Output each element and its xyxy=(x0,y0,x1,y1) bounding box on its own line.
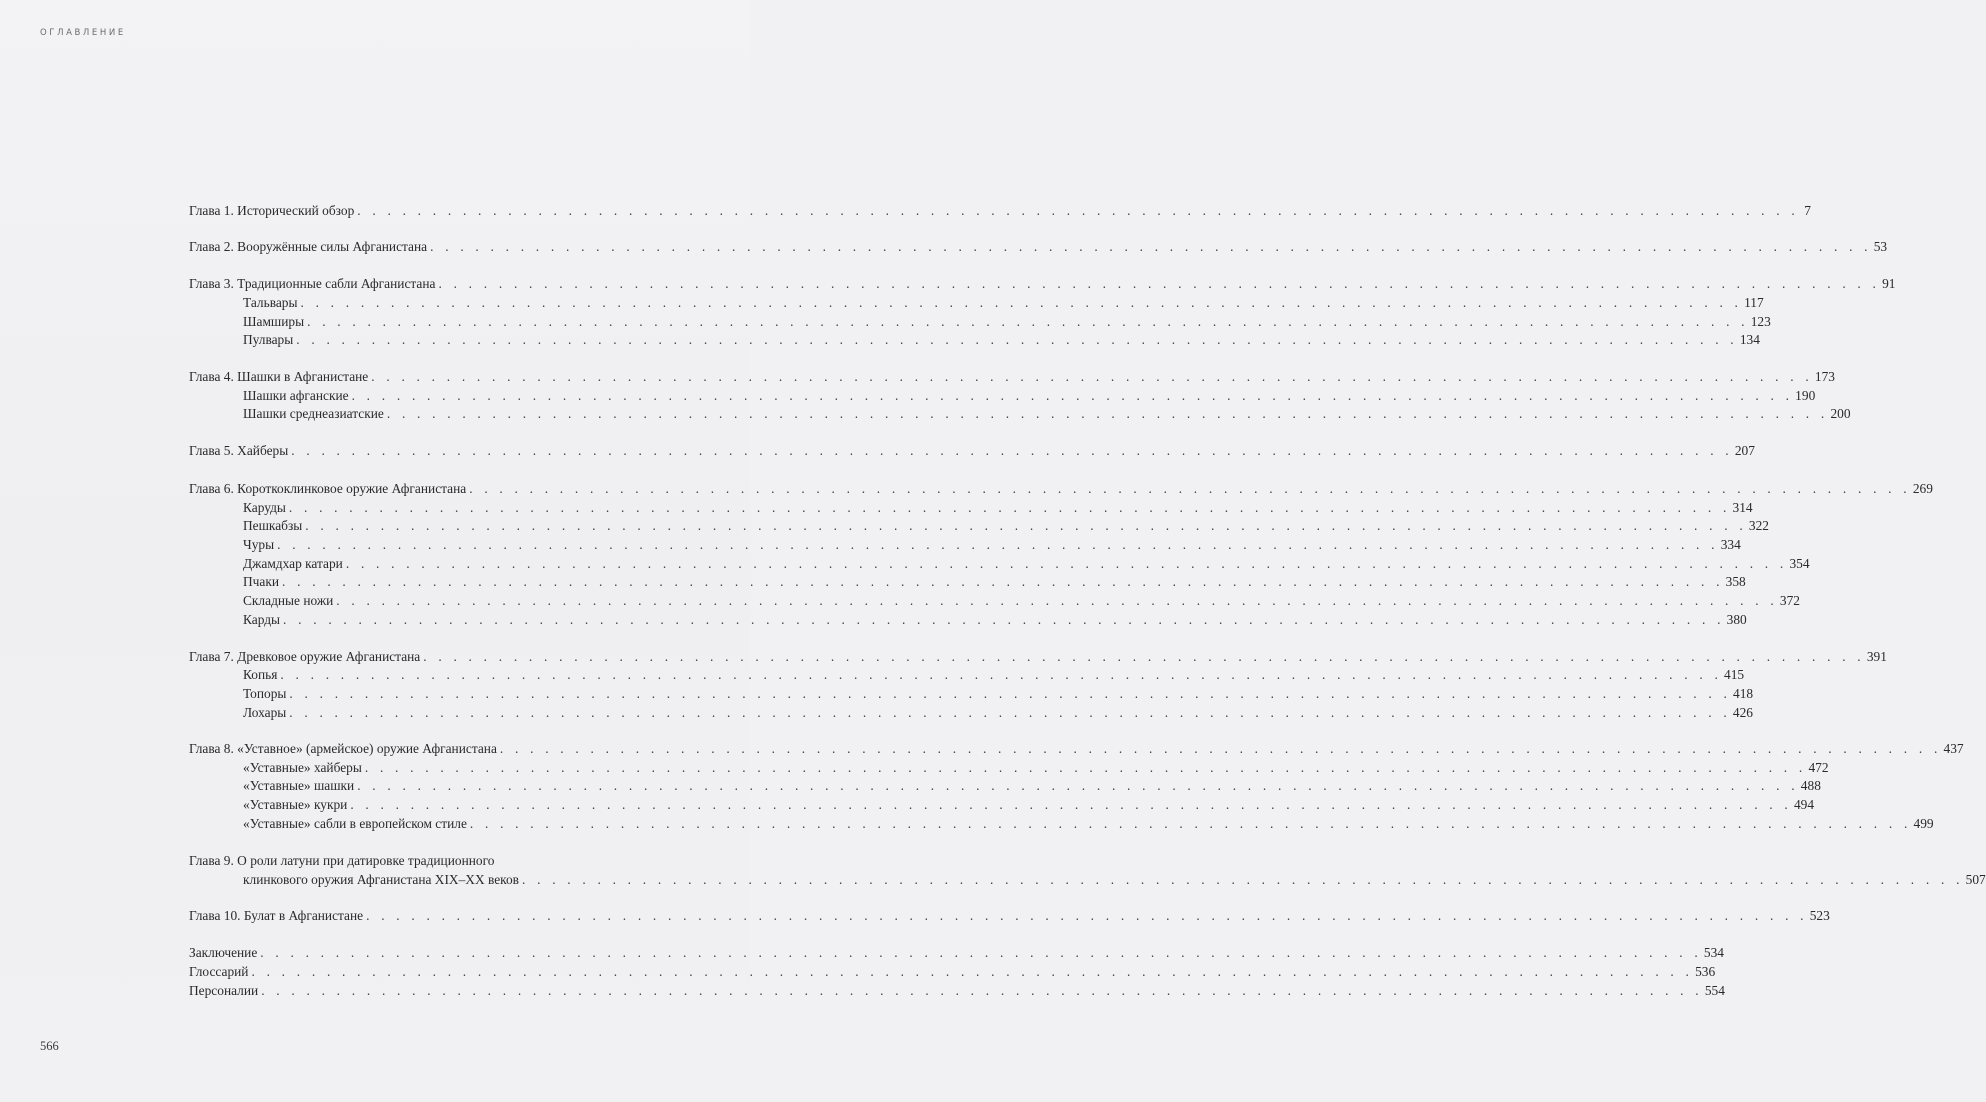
toc-entry-section[interactable]: Пулвары . . . . . . . . . . . . . . . . . . . . . . . . . . . . . . . . . . . . . . . . . . . . . . . . . . . . . . . . . . . . . . . . . . . . . . . . . . . . . . . . . . . . . . . . . . . . . . . . 134 xyxy=(243,332,1760,347)
toc-entry-chapter-5[interactable]: Глава 5. Хайберы . . . . . . . . . . . . . . . . . . . . . . . . . . . . . . . . . . . . . . . . . . . . . . . . . . . . . . . . . . . . . . . . . . . . . . . . . . . . . . . . . . . . . . . . . . . . . . . . 207 xyxy=(189,443,1755,458)
toc-entry-chapter-9[interactable]: клинкового оружия Афганистана XIX–XX веков . . . . . . . . . . . . . . . . . . . . . . . . . . . . . . . . . . . . . . . . . . . . . . . . . . . . . . . . . . . . . . . . . . . . . . . . . . . . . . . . . . . . . . . . . . . . . . . . 507 xyxy=(243,872,1986,887)
toc-entry-chapter-9-line1[interactable]: Глава 9. О роли латуни при датировке традиционного xyxy=(189,853,495,868)
toc-entry-section[interactable]: Тальвары . . . . . . . . . . . . . . . . . . . . . . . . . . . . . . . . . . . . . . . . . . . . . . . . . . . . . . . . . . . . . . . . . . . . . . . . . . . . . . . . . . . . . . . . . . . . . . . . 117 xyxy=(243,295,1764,310)
toc-entry-personalia[interactable]: Персоналии . . . . . . . . . . . . . . . . . . . . . . . . . . . . . . . . . . . . . . . . . . . . . . . . . . . . . . . . . . . . . . . . . . . . . . . . . . . . . . . . . . . . . . . . . . . . . . . . 554 xyxy=(189,983,1725,998)
toc-entry-section[interactable]: Шашки среднеазиатские . . . . . . . . . . . . . . . . . . . . . . . . . . . . . . . . . . . . . . . . . . . . . . . . . . . . . . . . . . . . . . . . . . . . . . . . . . . . . . . . . . . . . . . . . . . . . . . . 200 xyxy=(243,406,1851,421)
toc-entry-section[interactable]: «Уставные» шашки . . . . . . . . . . . . . . . . . . . . . . . . . . . . . . . . . . . . . . . . . . . . . . . . . . . . . . . . . . . . . . . . . . . . . . . . . . . . . . . . . . . . . . . . . . . . . . . . 488 xyxy=(243,778,1821,793)
toc-entry-section[interactable]: «Уставные» сабли в европейском стиле . . . . . . . . . . . . . . . . . . . . . . . . . . . . . . . . . . . . . . . . . . . . . . . . . . . . . . . . . . . . . . . . . . . . . . . . . . . . . . . . . . . . . . . . . . . . . . . . 499 xyxy=(243,816,1934,831)
toc-entry-section[interactable]: Джамдхар катари . . . . . . . . . . . . . . . . . . . . . . . . . . . . . . . . . . . . . . . . . . . . . . . . . . . . . . . . . . . . . . . . . . . . . . . . . . . . . . . . . . . . . . . . . . . . . . . . 354 xyxy=(243,556,1810,571)
toc-entry-section[interactable]: «Уставные» хайберы . . . . . . . . . . . . . . . . . . . . . . . . . . . . . . . . . . . . . . . . . . . . . . . . . . . . . . . . . . . . . . . . . . . . . . . . . . . . . . . . . . . . . . . . . . . . . . . . 472 xyxy=(243,760,1829,775)
toc-entry-glossary[interactable]: Глоссарий . . . . . . . . . . . . . . . . . . . . . . . . . . . . . . . . . . . . . . . . . . . . . . . . . . . . . . . . . . . . . . . . . . . . . . . . . . . . . . . . . . . . . . . . . . . . . . . . 536 xyxy=(189,964,1716,979)
toc-entry-conclusion[interactable]: Заключение . . . . . . . . . . . . . . . . . . . . . . . . . . . . . . . . . . . . . . . . . . . . . . . . . . . . . . . . . . . . . . . . . . . . . . . . . . . . . . . . . . . . . . . . . . . . . . . . 534 xyxy=(189,945,1724,960)
toc-entry-chapter-2[interactable]: Глава 2. Вооружённые силы Афганистана . . . . . . . . . . . . . . . . . . . . . . . . . . . . . . . . . . . . . . . . . . . . . . . . . . . . . . . . . . . . . . . . . . . . . . . . . . . . . . . . . . . . . . . . . . . . . . . . 53 xyxy=(189,239,1888,254)
toc-entry-chapter-7[interactable]: Глава 7. Древковое оружие Афганистана . . . . . . . . . . . . . . . . . . . . . . . . . . . . . . . . . . . . . . . . . . . . . . . . . . . . . . . . . . . . . . . . . . . . . . . . . . . . . . . . . . . . . . . . . . . . . . . . 391 xyxy=(189,649,1887,664)
toc-entry-section[interactable]: Лохары . . . . . . . . . . . . . . . . . . . . . . . . . . . . . . . . . . . . . . . . . . . . . . . . . . . . . . . . . . . . . . . . . . . . . . . . . . . . . . . . . . . . . . . . . . . . . . . . 426 xyxy=(243,705,1753,720)
toc-entry-section[interactable]: Карды . . . . . . . . . . . . . . . . . . . . . . . . . . . . . . . . . . . . . . . . . . . . . . . . . . . . . . . . . . . . . . . . . . . . . . . . . . . . . . . . . . . . . . . . . . . . . . . . 380 xyxy=(243,612,1747,627)
toc-entry-section[interactable]: Чуры . . . . . . . . . . . . . . . . . . . . . . . . . . . . . . . . . . . . . . . . . . . . . . . . . . . . . . . . . . . . . . . . . . . . . . . . . . . . . . . . . . . . . . . . . . . . . . . . 334 xyxy=(243,537,1741,552)
toc-entry-chapter-4[interactable]: Глава 4. Шашки в Афганистане . . . . . . . . . . . . . . . . . . . . . . . . . . . . . . . . . . . . . . . . . . . . . . . . . . . . . . . . . . . . . . . . . . . . . . . . . . . . . . . . . . . . . . . . . . . . . . . . 173 xyxy=(189,369,1835,384)
toc-entry-chapter-8[interactable]: Глава 8. «Уставное» (армейское) оружие Афганистана . . . . . . . . . . . . . . . . . . . . . . . . . . . . . . . . . . . . . . . . . . . . . . . . . . . . . . . . . . . . . . . . . . . . . . . . . . . . . . . . . . . . . . . . . . . . . . . . 437 xyxy=(189,741,1964,756)
toc-entry-section[interactable]: «Уставные» кукри . . . . . . . . . . . . . . . . . . . . . . . . . . . . . . . . . . . . . . . . . . . . . . . . . . . . . . . . . . . . . . . . . . . . . . . . . . . . . . . . . . . . . . . . . . . . . . . . 494 xyxy=(243,797,1815,812)
toc-entry-section[interactable]: Складные ножи . . . . . . . . . . . . . . . . . . . . . . . . . . . . . . . . . . . . . . . . . . . . . . . . . . . . . . . . . . . . . . . . . . . . . . . . . . . . . . . . . . . . . . . . . . . . . . . . 372 xyxy=(243,593,1800,608)
toc-entry-chapter-10[interactable]: Глава 10. Булат в Афганистане . . . . . . . . . . . . . . . . . . . . . . . . . . . . . . . . . . . . . . . . . . . . . . . . . . . . . . . . . . . . . . . . . . . . . . . . . . . . . . . . . . . . . . . . . . . . . . . . 523 xyxy=(189,908,1830,923)
toc-entry-section[interactable]: Копья . . . . . . . . . . . . . . . . . . . . . . . . . . . . . . . . . . . . . . . . . . . . . . . . . . . . . . . . . . . . . . . . . . . . . . . . . . . . . . . . . . . . . . . . . . . . . . . . 415 xyxy=(243,667,1745,682)
toc-entry-section[interactable]: Каруды . . . . . . . . . . . . . . . . . . . . . . . . . . . . . . . . . . . . . . . . . . . . . . . . . . . . . . . . . . . . . . . . . . . . . . . . . . . . . . . . . . . . . . . . . . . . . . . . 314 xyxy=(243,500,1753,515)
toc-entry-chapter-1[interactable]: Глава 1. Исторический обзор . . . . . . . . . . . . . . . . . . . . . . . . . . . . . . . . . . . . . . . . . . . . . . . . . . . . . . . . . . . . . . . . . . . . . . . . . . . . . . . . . . . . . . . . . . . . . . . . 7 xyxy=(189,203,1811,218)
toc-entry-section[interactable]: Шашки афганские . . . . . . . . . . . . . . . . . . . . . . . . . . . . . . . . . . . . . . . . . . . . . . . . . . . . . . . . . . . . . . . . . . . . . . . . . . . . . . . . . . . . . . . . . . . . . . . . 190 xyxy=(243,388,1816,403)
toc-entry-section[interactable]: Пчаки . . . . . . . . . . . . . . . . . . . . . . . . . . . . . . . . . . . . . . . . . . . . . . . . . . . . . . . . . . . . . . . . . . . . . . . . . . . . . . . . . . . . . . . . . . . . . . . . 358 xyxy=(243,574,1746,589)
toc-entry-section[interactable]: Топоры . . . . . . . . . . . . . . . . . . . . . . . . . . . . . . . . . . . . . . . . . . . . . . . . . . . . . . . . . . . . . . . . . . . . . . . . . . . . . . . . . . . . . . . . . . . . . . . . 418 xyxy=(243,686,1754,701)
toc-entry-section[interactable]: Пешкабзы . . . . . . . . . . . . . . . . . . . . . . . . . . . . . . . . . . . . . . . . . . . . . . . . . . . . . . . . . . . . . . . . . . . . . . . . . . . . . . . . . . . . . . . . . . . . . . . . 322 xyxy=(243,518,1769,533)
toc-entry-chapter-3[interactable]: Глава 3. Традиционные сабли Афганистана . . . . . . . . . . . . . . . . . . . . . . . . . . . . . . . . . . . . . . . . . . . . . . . . . . . . . . . . . . . . . . . . . . . . . . . . . . . . . . . . . . . . . . . . . . . . . . . . 91 xyxy=(189,276,1896,291)
toc-entry-chapter-6[interactable]: Глава 6. Короткоклинковое оружие Афганистана . . . . . . . . . . . . . . . . . . . . . . . . . . . . . . . . . . . . . . . . . . . . . . . . . . . . . . . . . . . . . . . . . . . . . . . . . . . . . . . . . . . . . . . . . . . . . . . . 269 xyxy=(189,481,1933,496)
toc-entry-section[interactable]: Шамширы . . . . . . . . . . . . . . . . . . . . . . . . . . . . . . . . . . . . . . . . . . . . . . . . . . . . . . . . . . . . . . . . . . . . . . . . . . . . . . . . . . . . . . . . . . . . . . . . 123 xyxy=(243,314,1771,329)
running-head: ОГЛАВЛЕНИЕ xyxy=(40,28,126,38)
page-number: 566 xyxy=(40,1039,59,1053)
